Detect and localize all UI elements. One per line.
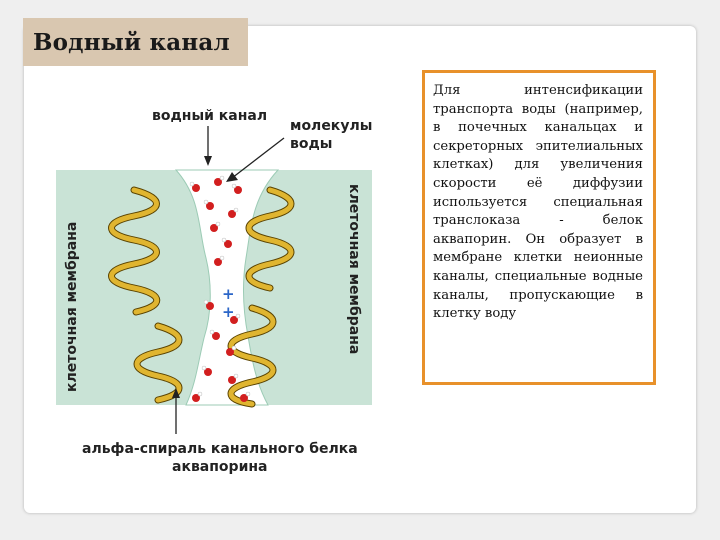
aquaporin-figure bbox=[46, 98, 378, 492]
description-text: Для интенсификации транспорта воды (например, в почечных канальцах и секреторных эпителиальных клетках) для увеличения скорости её диффузии используется специальная транслоказа - белок аквапорин. Он образует в мембране клетки неионные каналы, специальные водные каналы, пропускающие в клетку воду bbox=[433, 83, 643, 322]
label-water-molecules-2: воды bbox=[290, 136, 333, 152]
label-membrane-right: клеточная мембрана bbox=[346, 184, 362, 355]
plus-sign-upper: + bbox=[222, 285, 235, 303]
aquaporin-diagram bbox=[46, 98, 378, 492]
plus-sign-lower: + bbox=[222, 303, 235, 321]
label-helix-2: аквапорина bbox=[172, 459, 268, 475]
description-box bbox=[422, 70, 656, 385]
label-membrane-left: клеточная мембрана bbox=[64, 221, 80, 392]
label-helix-1: альфа-спираль канального белка bbox=[82, 441, 358, 457]
slide-title: Водный канал bbox=[33, 28, 230, 56]
label-water-channel: водный канал bbox=[152, 108, 268, 124]
label-water-molecules-1: молекулы bbox=[290, 118, 373, 134]
title-box bbox=[23, 18, 248, 66]
